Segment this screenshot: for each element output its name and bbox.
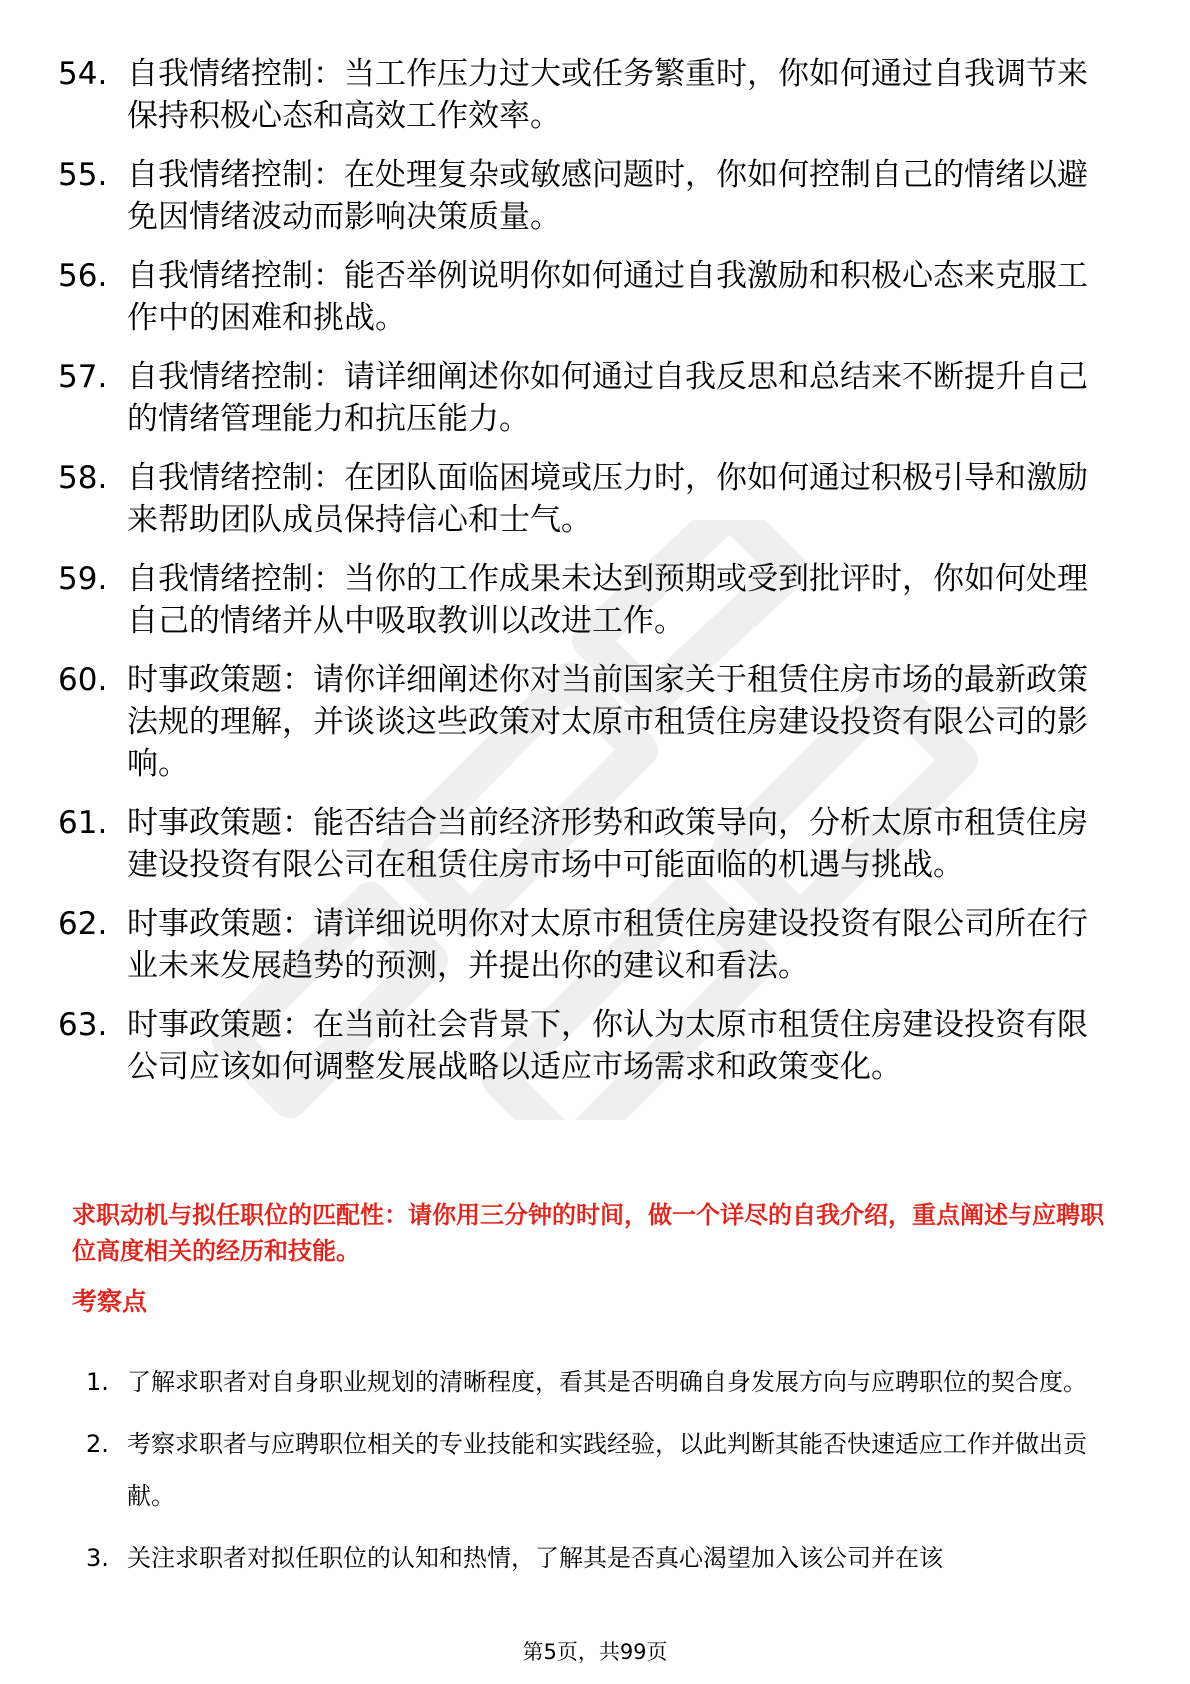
question-number: 57. xyxy=(58,359,108,395)
assessment-point-text: 关注求职者对拟任职位的认知和热情，了解其是否真心渴望加入该公司并在该 xyxy=(127,1544,943,1572)
question-text: 自我情绪控制：在团队面临困境或压力时，你如何通过积极引导和激励来帮助团队成员保持信心和士气。 xyxy=(127,460,1088,538)
assessment-point-item xyxy=(0,1356,1190,1408)
question-number: 62. xyxy=(58,906,108,942)
question-text: 时事政策题：能否结合当前经济形势和政策导向，分析太原市租赁住房建设投资有限公司在租赁住房市场中可能面临的机遇与挑战。 xyxy=(127,805,1088,883)
assessment-point-number: 3. xyxy=(86,1544,109,1572)
question-number: 56. xyxy=(58,258,108,294)
question-text: 自我情绪控制：在处理复杂或敏感问题时，你如何控制自己的情绪以避免因情绪波动而影响决策质量。 xyxy=(127,157,1088,235)
question-item xyxy=(0,255,1190,339)
question-text: 时事政策题：在当前社会背景下，你认为太原市租赁住房建设投资有限公司应该如何调整发展战略以适应市场需求和政策变化。 xyxy=(127,1007,1088,1085)
assessment-point-item xyxy=(0,1532,1190,1584)
question-item xyxy=(0,903,1190,987)
question-number: 61. xyxy=(58,805,108,841)
question-item xyxy=(0,154,1190,238)
question-item xyxy=(0,53,1190,137)
question-item xyxy=(0,558,1190,642)
question-number: 54. xyxy=(58,56,108,92)
section-title: 求职动机与拟任职位的匹配性：请你用三分钟的时间，做一个详尽的自我介绍，重点阐述与应聘职位高度相关的经历和技能。 xyxy=(72,1201,1104,1265)
points-label: 考察点 xyxy=(72,1287,148,1316)
question-number: 63. xyxy=(58,1007,108,1043)
assessment-point-item xyxy=(0,1418,1190,1522)
question-item xyxy=(0,802,1190,886)
question-item xyxy=(0,457,1190,541)
question-text: 自我情绪控制：能否举例说明你如何通过自我激励和积极心态来克服工作中的困难和挑战。 xyxy=(127,258,1088,336)
assessment-point-number: 2. xyxy=(86,1430,109,1458)
assessment-point-text: 考察求职者与应聘职位相关的专业技能和实践经验，以此判断其能否快速适应工作并做出贡献。 xyxy=(127,1430,1087,1510)
assessment-point-number: 1. xyxy=(86,1368,109,1396)
question-item xyxy=(0,356,1190,440)
question-text: 时事政策题：请详细说明你对太原市租赁住房建设投资有限公司所在行业未来发展趋势的预测，并提出你的建议和看法。 xyxy=(127,906,1088,984)
question-list xyxy=(0,53,1190,1105)
assessment-points-list xyxy=(0,1356,1190,1594)
question-item xyxy=(0,659,1190,785)
question-number: 60. xyxy=(58,662,108,698)
question-text: 自我情绪控制：当工作压力过大或任务繁重时，你如何通过自我调节来保持积极心态和高效工作效率。 xyxy=(127,56,1088,134)
page-number: 第5页，共99页 xyxy=(522,1640,668,1664)
question-number: 55. xyxy=(58,157,108,193)
question-text: 时事政策题：请你详细阐述你对当前国家关于租赁住房市场的最新政策法规的理解，并谈谈这些政策对太原市租赁住房建设投资有限公司的影响。 xyxy=(127,662,1088,782)
question-item xyxy=(0,1004,1190,1088)
question-number: 59. xyxy=(58,561,108,597)
question-text: 自我情绪控制：当你的工作成果未达到预期或受到批评时，你如何处理自己的情绪并从中吸取教训以改进工作。 xyxy=(127,561,1088,639)
question-number: 58. xyxy=(58,460,108,496)
assessment-point-text: 了解求职者对自身职业规划的清晰程度，看其是否明确自身发展方向与应聘职位的契合度。 xyxy=(127,1368,1087,1396)
question-text: 自我情绪控制：请详细阐述你如何通过自我反思和总结来不断提升自己的情绪管理能力和抗压能力。 xyxy=(127,359,1088,437)
